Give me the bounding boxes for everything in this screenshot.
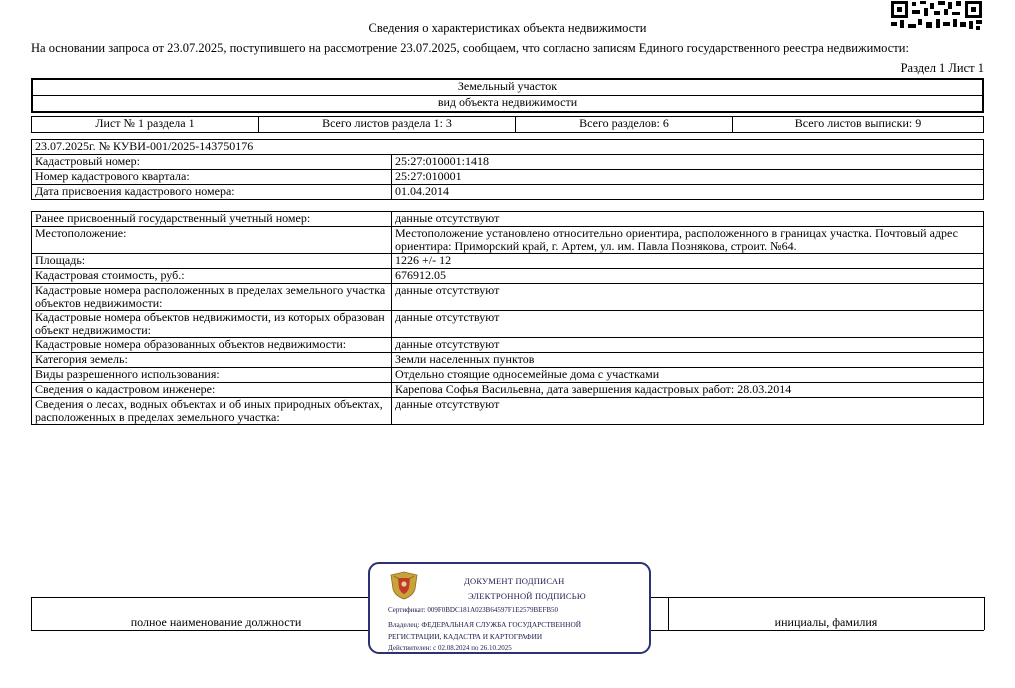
row-value: 25:27:010001 [392,170,984,185]
position-label: полное наименование должности [130,615,302,629]
table-row [32,227,984,254]
row-value: 676912.05 [392,269,984,284]
total-extract-sheets: Всего листов выписки: 9 [733,117,984,133]
table-row [32,185,984,200]
object-characteristics-table [31,211,984,425]
object-type-table [31,78,984,113]
row-label: Кадастровая стоимость, руб.: [32,269,392,284]
stamp-title-line1: ДОКУМЕНТ ПОДПИСАН [464,576,565,586]
signature-right-border [984,597,985,630]
table-row [32,212,984,227]
row-value: данные отсутствуют [392,398,984,425]
row-value: Отдельно стоящие односемейные дома с участками [392,368,984,383]
table-row [32,254,984,269]
name-label: инициалы, фамилия [774,615,878,629]
row-label: Ранее присвоенный государственный учетный номер: [32,212,392,227]
stamp-owner-line2: РЕГИСТРАЦИИ, КАДАСТРА И КАРТОГРАФИИ [388,632,543,641]
row-label: Кадастровые номера объектов недвижимости, из которых образован объект недвижимости: [32,311,392,338]
stamp-certificate: Сертификат: 009F0BDC181A023B64597F1E2579BEFB50 [388,606,559,614]
total-sections: Всего разделов: 6 [516,117,733,133]
row-label: Местоположение: [32,227,392,254]
stamp-title-line2: ЭЛЕКТРОННОЙ ПОДПИСЬЮ [468,591,586,601]
row-value: данные отсутствуют [392,284,984,311]
row-value: данные отсутствуют [392,212,984,227]
row-label: Площадь: [32,254,392,269]
coat-of-arms-icon [387,569,421,601]
table-row [32,368,984,383]
row-label: Дата присвоения кадастрового номера: [32,185,392,200]
row-value: Земли населенных пунктов [392,353,984,368]
sheet-number: Лист № 1 раздела 1 [32,117,259,133]
intro-text: На основании запроса от 23.07.2025, поступившего на рассмотрение 23.07.2025, сообщаем, что согласно записям Единого государственного реестра недвижимости: [31,41,909,55]
row-value: Карепова Софья Васильевна, дата завершения кадастровых работ: 28.03.2014 [392,383,984,398]
table-row [32,383,984,398]
row-value: 25:27:010001:1418 [392,155,984,170]
section-reference: Раздел 1 Лист 1 [900,61,984,75]
document-title: Сведения о характеристиках объекта недвижимости [368,21,647,35]
table-row [32,353,984,368]
stamp-validity: Действителен: с 02.08.2024 по 26.10.2025 [388,644,512,652]
cadastral-info-table [31,139,984,200]
row-label: Категория земель: [32,353,392,368]
row-label: Кадастровые номера образованных объектов недвижимости: [32,338,392,353]
table-row [32,338,984,353]
row-label: Кадастровый номер: [32,155,392,170]
object-type: Земельный участок [32,79,983,96]
row-value: 1226 +/- 12 [392,254,984,269]
row-value: данные отсутствуют [392,338,984,353]
row-label: Номер кадастрового квартала: [32,170,392,185]
table-row [32,269,984,284]
stamp-owner-line1: Владелец: ФЕДЕРАЛЬНАЯ СЛУЖБА ГОСУДАРСТВЕННОЙ [388,620,581,629]
row-label: Сведения о кадастровом инженере: [32,383,392,398]
table-row [32,155,984,170]
row-label: Сведения о лесах, водных объектах и об иных природных объектах, расположенных в пределах земельного участка: [32,398,392,425]
extract-number: 23.07.2025г. № КУВИ-001/2025-143750176 [32,140,984,155]
sheets-table [31,116,984,133]
row-value: Местоположение установлено относительно ориентира, расположенного в границах участка. Почтовый адрес ориентира: Приморский край, г. Артем, ул. им. Павла Познякова, строит. №64. [392,227,984,254]
row-value: данные отсутствуют [392,311,984,338]
total-section-sheets: Всего листов раздела 1: 3 [259,117,516,133]
row-label: Кадастровые номера расположенных в пределах земельного участка объектов недвижимости: [32,284,392,311]
electronic-signature-stamp [368,562,651,654]
table-row [32,311,984,338]
table-row [32,398,984,425]
object-kind-label: вид объекта недвижимости [32,96,983,113]
table-row [32,284,984,311]
table-row [32,170,984,185]
row-label: Виды разрешенного использования: [32,368,392,383]
row-value: 01.04.2014 [392,185,984,200]
